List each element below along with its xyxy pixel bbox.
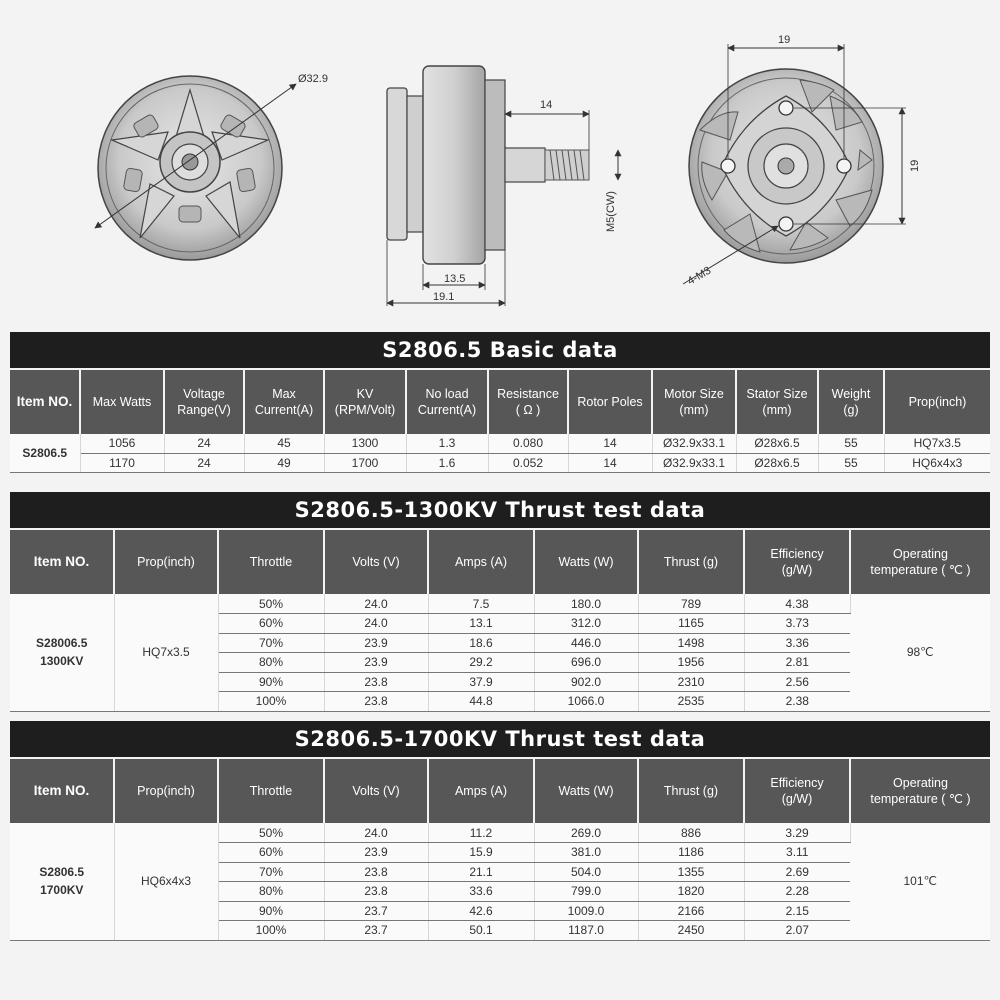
bell-height-label: 13.5 — [444, 273, 466, 285]
table-cell: 24.0 — [324, 594, 428, 614]
table-cell: 2.15 — [744, 901, 850, 921]
table-cell: 23.8 — [324, 882, 428, 902]
table-cell: 33.6 — [428, 882, 534, 902]
table-row — [10, 823, 990, 843]
basic-header-resistance: Resistance ( Ω ) — [488, 370, 568, 434]
table-cell: 2.38 — [744, 692, 850, 712]
table-cell: 90% — [218, 901, 324, 921]
thrust-1300-header-thrust: Thrust (g) — [638, 530, 744, 594]
table-cell: 799.0 — [534, 882, 638, 902]
table-row — [10, 434, 990, 453]
table-cell: 7.5 — [428, 594, 534, 614]
table-cell: 1165 — [638, 614, 744, 634]
thrust-1700-header-prop: Prop(inch) — [114, 759, 218, 823]
table-cell: 1187.0 — [534, 921, 638, 941]
thrust-1700-prop: HQ6x4x3 — [114, 823, 218, 940]
table-cell: 14 — [568, 453, 652, 472]
table-cell: 1820 — [638, 882, 744, 902]
table-cell: 44.8 — [428, 692, 534, 712]
table-cell: 312.0 — [534, 614, 638, 634]
thrust-1700-header-amps: Amps (A) — [428, 759, 534, 823]
table-cell: 3.36 — [744, 633, 850, 653]
thrust-1700-header-watts: Watts (W) — [534, 759, 638, 823]
table-cell: 90% — [218, 672, 324, 692]
table-row — [10, 594, 990, 614]
table-cell: 14 — [568, 434, 652, 453]
table-cell: 381.0 — [534, 843, 638, 863]
table-cell: 80% — [218, 653, 324, 673]
table-cell: 789 — [638, 594, 744, 614]
basic-header-max-watts: Max Watts — [80, 370, 164, 434]
table-cell: 1056 — [80, 434, 164, 453]
table-cell: 24.0 — [324, 823, 428, 843]
thrust-1300-header-efficiency: Efficiency (g/W) — [744, 530, 850, 594]
basic-header-max-current: Max Current(A) — [244, 370, 324, 434]
table-cell: 4.38 — [744, 594, 850, 614]
table-cell: 60% — [218, 843, 324, 863]
thrust-1300-title-bar — [10, 492, 990, 528]
table-cell: 2166 — [638, 901, 744, 921]
table-cell: 21.1 — [428, 862, 534, 882]
thrust-1300-header-prop: Prop(inch) — [114, 530, 218, 594]
table-cell: Ø32.9x33.1 — [652, 453, 736, 472]
front-diameter-label: Ø32.9 — [298, 73, 328, 85]
thrust-1300-header-watts: Watts (W) — [534, 530, 638, 594]
table-cell: 42.6 — [428, 901, 534, 921]
table-cell: 23.7 — [324, 901, 428, 921]
table-cell: 3.29 — [744, 823, 850, 843]
table-cell: 1009.0 — [534, 901, 638, 921]
thrust-1300-header-volts: Volts (V) — [324, 530, 428, 594]
table-cell: 1355 — [638, 862, 744, 882]
motor-drawings — [0, 0, 1000, 320]
table-cell: 0.080 — [488, 434, 568, 453]
table-cell: 1170 — [80, 453, 164, 472]
front-view — [95, 73, 328, 260]
table-cell: 24.0 — [324, 614, 428, 634]
table-cell: 23.9 — [324, 633, 428, 653]
basic-header-motor-size: Motor Size (mm) — [652, 370, 736, 434]
table-cell: 2450 — [638, 921, 744, 941]
table-cell: 2.07 — [744, 921, 850, 941]
table-cell: 2.28 — [744, 882, 850, 902]
table-cell: 1066.0 — [534, 692, 638, 712]
thrust-1300-table — [10, 530, 990, 712]
thrust-1300-header-amps: Amps (A) — [428, 530, 534, 594]
basic-header-no-load-current: No load Current(A) — [406, 370, 488, 434]
table-cell: 49 — [244, 453, 324, 472]
basic-header-voltage: Voltage Range(V) — [164, 370, 244, 434]
table-cell: 1.3 — [406, 434, 488, 453]
table-cell: 269.0 — [534, 823, 638, 843]
table-cell: 0.052 — [488, 453, 568, 472]
basic-item-no: S2806.5 — [10, 434, 80, 472]
basic-data-table — [10, 370, 990, 473]
table-cell: 2535 — [638, 692, 744, 712]
table-cell: 50% — [218, 594, 324, 614]
table-cell: 1956 — [638, 653, 744, 673]
back-view — [683, 34, 921, 288]
table-cell: 1.6 — [406, 453, 488, 472]
table-cell: 2.81 — [744, 653, 850, 673]
table-cell: HQ6x4x3 — [884, 453, 990, 472]
table-cell: 886 — [638, 823, 744, 843]
thrust-1700-item-no: S2806.5 1700KV — [10, 823, 114, 940]
table-cell: 80% — [218, 882, 324, 902]
thrust-1300-header-row — [10, 530, 990, 594]
total-height-label: 19.1 — [433, 291, 455, 303]
side-view — [387, 66, 618, 306]
thrust-1700-title: S2806.5-1700KV Thrust test data — [294, 727, 706, 751]
table-cell: 3.73 — [744, 614, 850, 634]
table-cell: 1300 — [324, 434, 406, 453]
table-cell: 24 — [164, 434, 244, 453]
table-cell: 1186 — [638, 843, 744, 863]
table-cell: 23.8 — [324, 672, 428, 692]
thrust-1700-header-volts: Volts (V) — [324, 759, 428, 823]
table-cell: 55 — [818, 453, 884, 472]
table-cell: Ø28x6.5 — [736, 434, 818, 453]
thrust-1300-header-item: Item NO. — [10, 530, 114, 594]
basic-header-stator-size: Stator Size (mm) — [736, 370, 818, 434]
basic-header-kv: KV (RPM/Volt) — [324, 370, 406, 434]
thrust-1700-header-throttle: Throttle — [218, 759, 324, 823]
basic-header-weight: Weight (g) — [818, 370, 884, 434]
table-cell: 2.69 — [744, 862, 850, 882]
thrust-1700-temperature: 101℃ — [850, 823, 990, 940]
thrust-1300-header-throttle: Throttle — [218, 530, 324, 594]
table-cell: 23.7 — [324, 921, 428, 941]
table-cell: 24 — [164, 453, 244, 472]
thrust-1700-title-bar — [10, 721, 990, 757]
hole-spacing-v-label: 19 — [909, 159, 921, 172]
thrust-1300-temperature: 98℃ — [850, 594, 990, 711]
basic-header-prop: Prop(inch) — [884, 370, 990, 434]
thrust-1700-header-efficiency: Efficiency (g/W) — [744, 759, 850, 823]
thrust-1700-table — [10, 759, 990, 941]
thrust-1300-item-no: S28006.5 1300KV — [10, 594, 114, 711]
basic-header-item: Item NO. — [10, 370, 80, 434]
thrust-1700-header-thrust: Thrust (g) — [638, 759, 744, 823]
thrust-1700-header-row — [10, 759, 990, 823]
basic-header-row — [10, 370, 990, 434]
table-cell: 70% — [218, 862, 324, 882]
table-cell: 13.1 — [428, 614, 534, 634]
table-row — [10, 453, 990, 472]
table-cell: 23.9 — [324, 653, 428, 673]
table-cell: Ø32.9x33.1 — [652, 434, 736, 453]
thrust-1300-prop: HQ7x3.5 — [114, 594, 218, 711]
thrust-1700-header-temperature: Operating temperature ( ℃ ) — [850, 759, 990, 823]
basic-data-title-bar — [10, 332, 990, 368]
table-cell: 29.2 — [428, 653, 534, 673]
table-cell: 902.0 — [534, 672, 638, 692]
table-cell: 23.8 — [324, 862, 428, 882]
table-cell: 1700 — [324, 453, 406, 472]
table-cell: 15.9 — [428, 843, 534, 863]
table-cell: 100% — [218, 692, 324, 712]
thrust-1700-header-item: Item NO. — [10, 759, 114, 823]
table-cell: 100% — [218, 921, 324, 941]
table-cell: 23.8 — [324, 692, 428, 712]
table-cell: 23.9 — [324, 843, 428, 863]
table-cell: 18.6 — [428, 633, 534, 653]
table-cell: 45 — [244, 434, 324, 453]
table-cell: 1498 — [638, 633, 744, 653]
table-cell: 11.2 — [428, 823, 534, 843]
table-cell: HQ7x3.5 — [884, 434, 990, 453]
table-cell: 3.11 — [744, 843, 850, 863]
table-cell: 696.0 — [534, 653, 638, 673]
table-cell: 2310 — [638, 672, 744, 692]
basic-data-title: S2806.5 Basic data — [382, 338, 618, 362]
shaft-length-label: 14 — [540, 99, 553, 111]
table-cell: 180.0 — [534, 594, 638, 614]
table-cell: 55 — [818, 434, 884, 453]
thread-label: M5(CW) — [605, 191, 617, 232]
table-cell: Ø28x6.5 — [736, 453, 818, 472]
screws-label: 4-M3 — [685, 264, 714, 288]
table-cell: 446.0 — [534, 633, 638, 653]
table-cell: 60% — [218, 614, 324, 634]
table-cell: 504.0 — [534, 862, 638, 882]
table-cell: 70% — [218, 633, 324, 653]
thrust-1300-header-temperature: Operating temperature ( ℃ ) — [850, 530, 990, 594]
table-cell: 37.9 — [428, 672, 534, 692]
table-cell: 2.56 — [744, 672, 850, 692]
thrust-1300-title: S2806.5-1300KV Thrust test data — [294, 498, 706, 522]
hole-spacing-h-label: 19 — [778, 34, 791, 46]
table-cell: 50% — [218, 823, 324, 843]
table-cell: 50.1 — [428, 921, 534, 941]
basic-header-rotor-poles: Rotor Poles — [568, 370, 652, 434]
